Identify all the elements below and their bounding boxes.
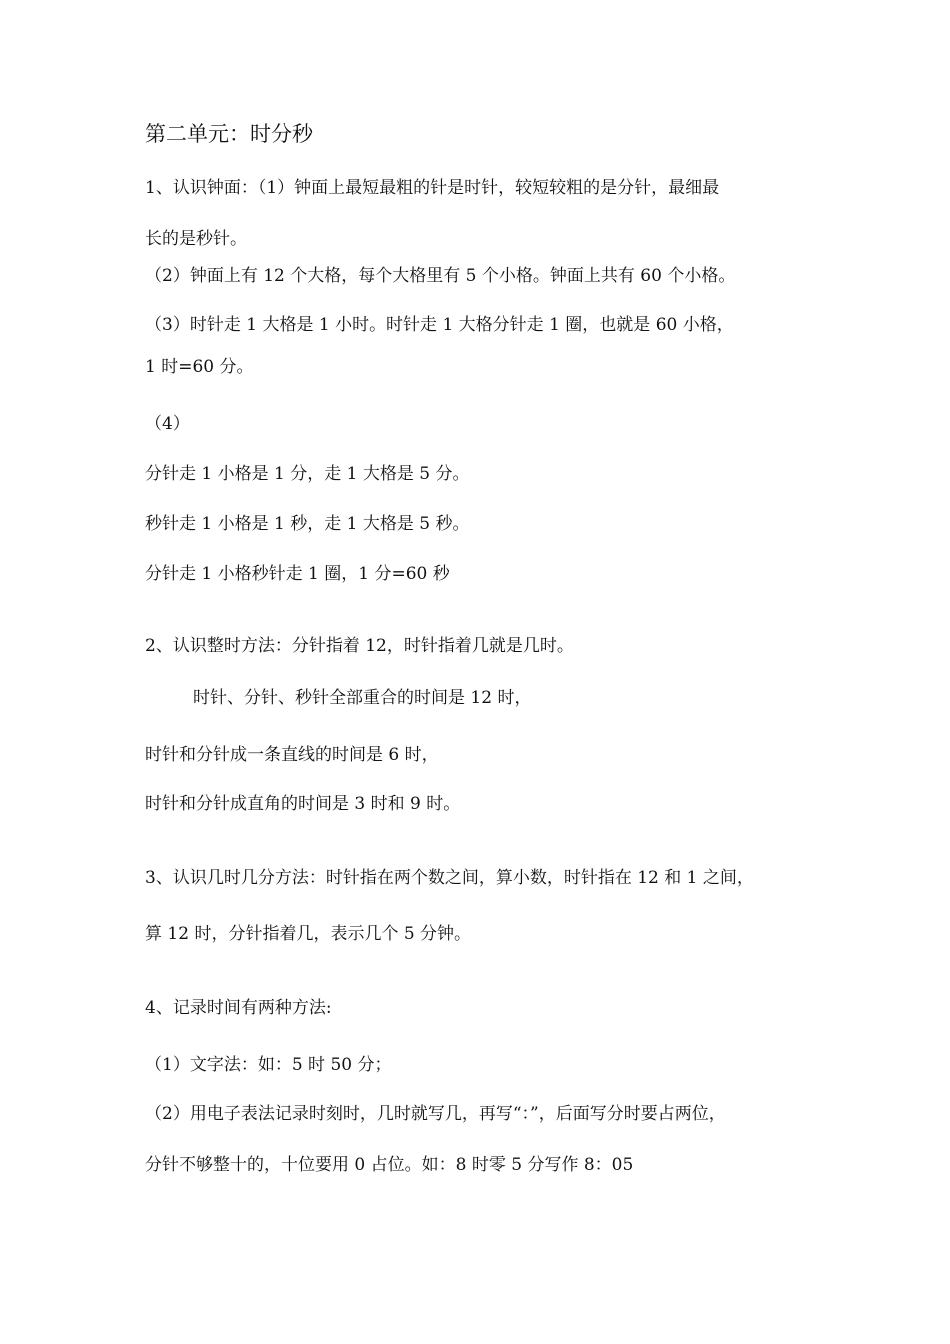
text-line: （1）文字法：如：5 时 50 分； [145,1055,392,1075]
text-line: 4、记录时间有两种方法: [145,998,332,1018]
text-line: 长的是秒针。 [145,229,247,249]
text-line: 分针走 1 小格是 1 分，走 1 大格是 5 分。 [145,464,470,484]
text-line: （3）时针走 1 大格是 1 小时。时针走 1 大格分针走 1 圈，也就是 60 小格， [145,315,734,335]
text-line: 分针不够整十的，十位要用 0 占位。如：8 时零 5 分写作 8：05 [145,1155,634,1175]
text-line: 3、认识几时几分方法：时针指在两个数之间，算小数，时针指在 12 和 1 之间， [145,868,754,888]
text-line: 时针和分针成一条直线的时间是 6 时， [145,745,439,765]
text-line: 2、认识整时方法：分针指着 12，时针指着几就是几时。 [145,636,574,656]
text-line: （4） [145,414,190,434]
text-line: （2）用电子表法记录时刻时，几时就写几，再写“：”，后面写分时要占两位， [145,1104,726,1124]
text-line: 1 时=60 分。 [145,357,254,377]
text-line: （2）钟面上有 12 个大格，每个大格里有 5 个小格。钟面上共有 60 个小格。 [145,266,736,286]
text-line: 时针、分针、秒针全部重合的时间是 12 时， [193,688,532,708]
text-line: 算 12 时，分针指着几，表示几个 5 分钟。 [145,924,472,944]
page-title: 第二单元：时分秒 [145,122,313,146]
text-line: 分针走 1 小格秒针走 1 圈，1 分=60 秒 [145,564,450,584]
text-line: 秒针走 1 小格是 1 秒，走 1 大格是 5 秒。 [145,514,470,534]
text-line: 1、认识钟面：（1）钟面上最短最粗的针是时针，较短较粗的是分针，最细最 [145,178,720,198]
text-line: 时针和分针成直角的时间是 3 时和 9 时。 [145,794,461,814]
